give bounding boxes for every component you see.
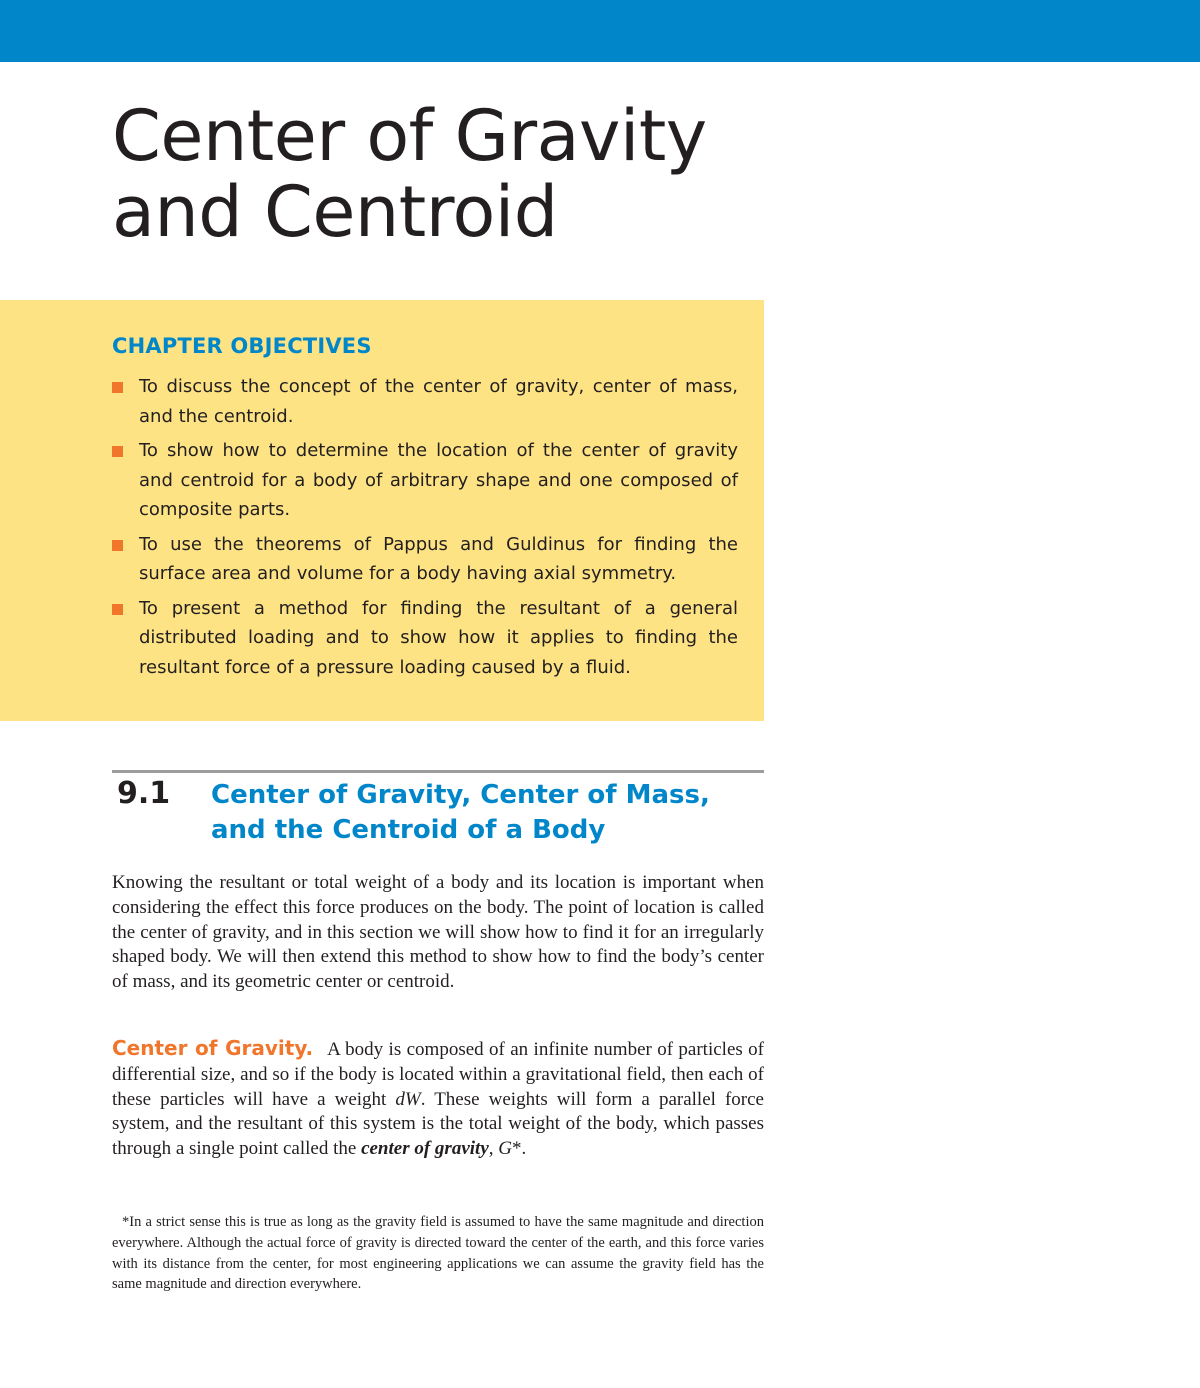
center-of-gravity-paragraph xyxy=(112,1036,764,1162)
objectives-list xyxy=(112,372,738,682)
run-in-heading: Center of Gravity. xyxy=(112,1036,314,1060)
paragraph-text: . These weights will form a parallel force system, and the resultant of this system is the total weight of the body, which passes through a single point called the xyxy=(112,1088,764,1160)
objective-text: To present a method for finding the resultant of a general distributed loading and to show how it applies to finding the resultant force of a pressure loading caused by a fluid. xyxy=(139,597,738,678)
intro-paragraph: Knowing the resultant or total weight of a body and its location is important when considering the effect this force produces on the body. The point of location is called the center of gravity, and in this section we will show how to find it for an irregularly shaped body. We will then extend this method to show how to find the body’s center of mass, and its geometric center or centroid. xyxy=(112,872,764,993)
square-bullet-icon xyxy=(112,604,123,615)
section-divider xyxy=(112,770,764,773)
objective-item xyxy=(112,436,738,525)
section-number: 9.1 xyxy=(117,776,171,811)
square-bullet-icon xyxy=(112,382,123,393)
top-color-bar xyxy=(0,0,1200,62)
weight-symbol: dW xyxy=(395,1088,421,1110)
objective-text: To show how to determine the location of the center of gravity and centroid for a body of arbitrary shape and one composed of composite parts. xyxy=(139,440,738,520)
chapter-title xyxy=(112,95,707,253)
key-term: center of gravity xyxy=(361,1138,489,1160)
chapter-objectives-box xyxy=(0,300,764,721)
chapter-title-line-2: and Centroid xyxy=(112,171,558,253)
center-of-gravity-symbol: G xyxy=(498,1138,512,1160)
square-bullet-icon xyxy=(112,446,123,457)
objective-text: To use the theorems of Pappus and Guldinus for finding the surface area and volume for a body having axial symmetry. xyxy=(139,533,738,584)
objective-text: To discuss the concept of the center of gravity, center of mass, and the centroid. xyxy=(139,376,738,427)
paragraph-text: *. xyxy=(511,1138,527,1160)
chapter-title-line-1: Center of Gravity xyxy=(112,95,707,177)
section-title xyxy=(211,778,710,848)
section-title-line-2: and the Centroid of a Body xyxy=(211,815,606,845)
paragraph-text: A body is composed of an infinite number of particles of differential size, and so if the body is located within a gravitational field, then each of these particles will have a weight xyxy=(112,1039,764,1110)
footnote: *In a strict sense this is true as long as the gravity field is assumed to have the same magnitude and direction everywhere. Although the actual force of gravity is directed toward the center of the earth, and this force varies with its distance from the center, for most engineering applications we can assume the gravity field has the same magnitude and direction everywhere. xyxy=(112,1214,764,1293)
objective-item xyxy=(112,594,738,683)
objective-item xyxy=(112,530,738,589)
objective-item xyxy=(112,372,738,431)
objectives-heading: CHAPTER OBJECTIVES xyxy=(112,334,372,358)
paragraph-text: , xyxy=(488,1138,499,1160)
square-bullet-icon xyxy=(112,540,123,551)
section-title-line-1: Center of Gravity, Center of Mass, xyxy=(211,780,710,810)
